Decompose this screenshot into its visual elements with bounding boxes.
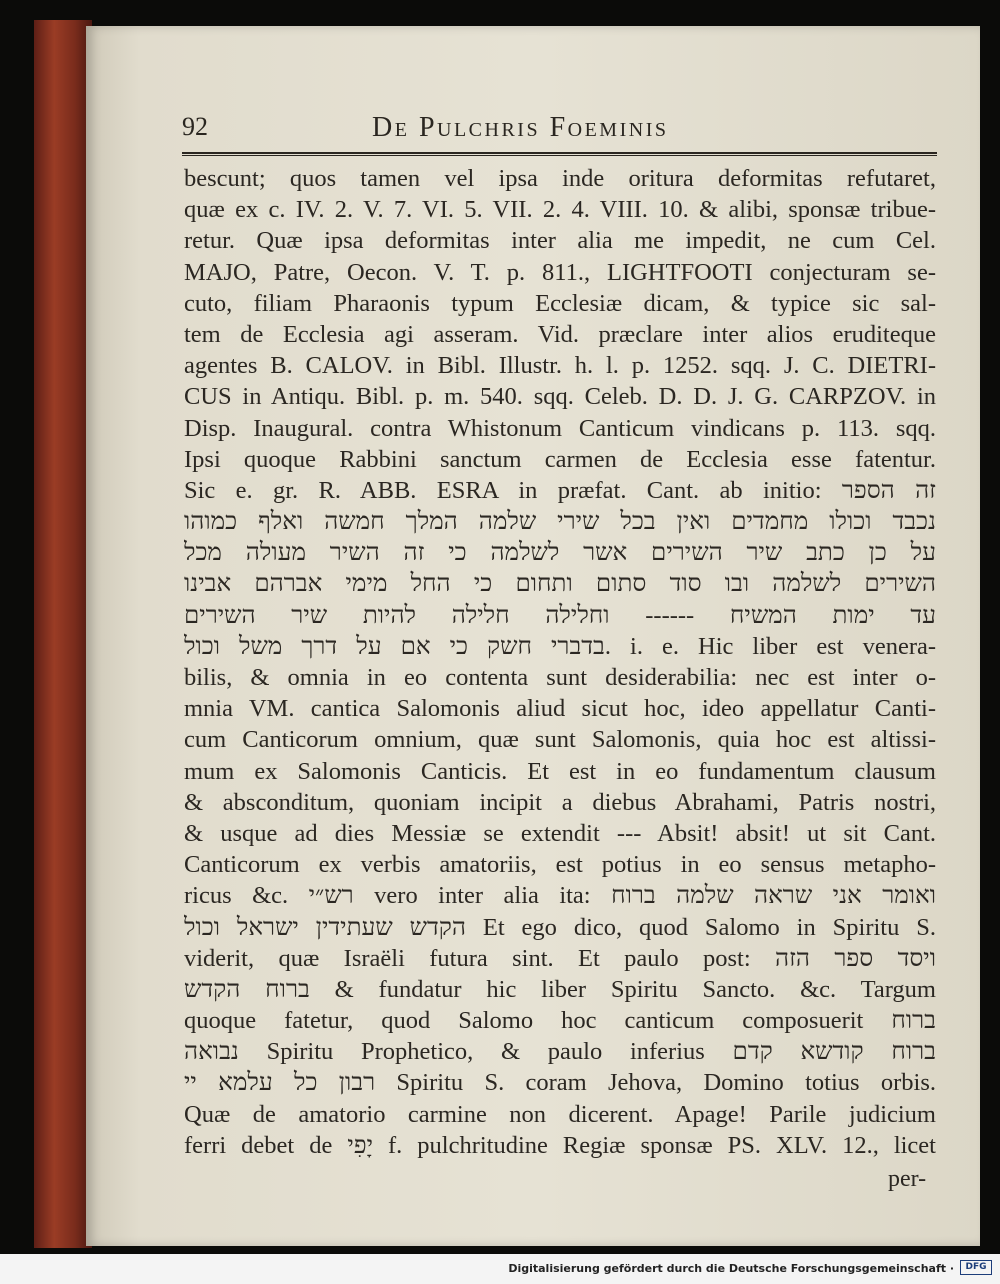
dfg-logo[interactable]: DFG bbox=[960, 1260, 992, 1275]
text-line: בדברי חשק כי אם על דרך משל וכול. i. e. Hic liber est venera- bbox=[184, 632, 936, 660]
hebrew-text-line: נכבד וכולו מחמדים ואין בכל שירי שלמה המלך חמשה ואלף כמוהו bbox=[184, 508, 936, 536]
text-line: mum ex Salomonis Canticis. Et est in eo fundamentum clausum bbox=[184, 757, 936, 785]
text-line: viderit, quæ Israëli futura sint. Et paulo post: ויסד ספר הזה bbox=[184, 944, 936, 972]
text-line: retur. Quæ ipsa deformitas inter alia me impedit, ne cum Cel. bbox=[184, 227, 936, 255]
text-line: bilis, & omnia in eo contenta sunt desiderabilia: nec est inter o- bbox=[184, 664, 936, 691]
text-line: Ipsi quoque Rabbini sanctum carmen de Ecclesia esse fatentur. bbox=[184, 445, 936, 473]
text-line: ferri debet de יָפִי f. pulchritudine Regiæ sponsæ PS. XLV. 12., licet bbox=[184, 1131, 936, 1159]
hebrew-text-line: עד ימות המשיח ------ וחלילה חלילה להיות שיר השירים bbox=[184, 601, 936, 629]
text-line: mnia VM. cantica Salomonis aliud sicut hoc, ideo appellatur Canti- bbox=[184, 695, 936, 723]
text-line: quoque fatetur, quod Salomo hoc canticum composuerit ברוח bbox=[184, 1007, 936, 1035]
text-line: & absconditum, quoniam incipit a diebus Abrahami, Patris nostri, bbox=[184, 788, 936, 816]
text-line: ברוח הקדש & fundatur hic liber Spiritu Sancto. &c. Targum bbox=[184, 975, 936, 1003]
hebrew-text-line: על כן כתב שיר השירים אשר לשלמה כי זה השיר מעולה מכל bbox=[184, 539, 936, 567]
footer-bar bbox=[0, 1254, 1000, 1284]
text-line: רבון כל עלמא יי Spiritu S. coram Jehova, Domino totius orbis. bbox=[184, 1069, 936, 1097]
text-line: & usque ad dies Messiæ se extendit --- Absit! absit! ut sit Cant. bbox=[184, 819, 936, 847]
book-page-edge bbox=[34, 20, 92, 1248]
text-line: Sic e. gr. R. ABB. ESRA in præfat. Cant. ab initio: זה הספר bbox=[184, 476, 936, 504]
text-line: agentes B. CALOV. in Bibl. Illustr. h. l. p. 1252. sqq. J. C. DIETRI- bbox=[184, 352, 936, 380]
text-line: הקדש שעתידין ישראל וכול Et ego dico, quod Salomo in Spiritu S. bbox=[184, 913, 936, 941]
text-line: quæ ex c. IV. 2. V. 7. VI. 5. VII. 2. 4. VIII. 10. & alibi, sponsæ tribue- bbox=[184, 196, 936, 224]
text-line: tem de Ecclesia agi asseram. Vid. præclare inter alios eruditeque bbox=[184, 320, 936, 348]
text-line: CUS in Antiqu. Bibl. p. m. 540. sqq. Celeb. D. D. J. G. CARPZOV. in bbox=[184, 383, 936, 411]
text-line: Quæ de amatorio carmine non dicerent. Apage! Parile judicium bbox=[184, 1100, 936, 1128]
text-line: Canticorum ex verbis amatoriis, est potius in eo sensus metapho- bbox=[184, 851, 936, 879]
text-line: Disp. Inaugural. contra Whistonum Canticum vindicans p. 113. sqq. bbox=[184, 414, 936, 442]
catchword: per- bbox=[888, 1166, 927, 1192]
text-line: bescunt; quos tamen vel ipsa inde oritura deformitas refutaret, bbox=[184, 165, 936, 192]
body-text bbox=[184, 163, 936, 1161]
funding-notice: Digitalisierung gefördert durch die Deutsche Forschungsgemeinschaft · bbox=[508, 1262, 954, 1275]
running-title: De Pulchris Foeminis bbox=[372, 112, 669, 143]
text-line: cuto, filiam Pharaonis typum Ecclesiæ dicam, & typice sic sal- bbox=[184, 289, 936, 317]
hebrew-text-line: השירים לשלמה ובו סוד סתום ותחום כי החל מימי אברהם אבינו bbox=[184, 570, 936, 598]
text-line: MAJO, Patre, Oecon. V. T. p. 811., LIGHTFOOTI conjecturam se- bbox=[184, 258, 936, 286]
text-line: נבואה Spiritu Prophetico, & paulo inferius ברוח קודשא קדם bbox=[184, 1038, 936, 1066]
header-rule bbox=[182, 152, 937, 156]
page-number: 92 bbox=[182, 112, 208, 141]
text-line: cum Canticorum omnium, quæ sunt Salomonis, quia hoc est altissi- bbox=[184, 726, 936, 754]
text-line: ricus &c. רש״י vero inter alia ita: ואומר אני שראה שלמה ברוח bbox=[184, 882, 936, 910]
page-header bbox=[182, 112, 937, 152]
